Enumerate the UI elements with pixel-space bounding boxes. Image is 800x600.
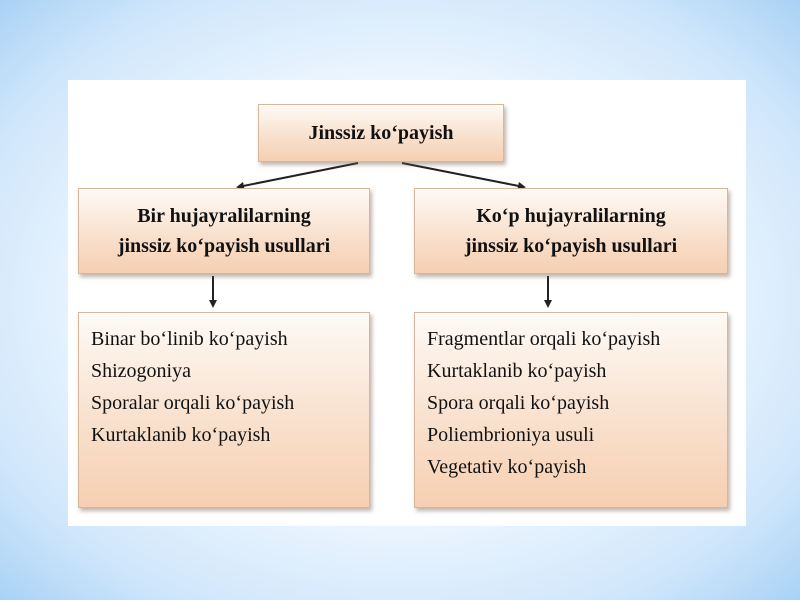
left-branch-title-line2: jinssiz ko‘payish usullari [117,235,331,257]
right-branch-title-line2: jinssiz ko‘payish usullari [464,235,678,257]
root-node-label: Jinssiz ko‘payish [308,122,454,144]
list-item: Kurtaklanib ko‘payish [91,424,271,446]
list-item: Sporalar orqali ko‘payish [91,392,295,414]
right-branch-list [414,312,728,508]
list-item: Kurtaklanib ko‘payish [427,360,607,382]
list-item: Spora orqali ko‘payish [427,392,610,414]
right-branch-header [414,188,728,274]
left-branch-title-line1: Bir hujayralilarning [137,205,311,227]
list-item: Binar bo‘linib ko‘payish [91,328,288,350]
root-node [258,104,504,162]
list-item: Poliembrioniya usuli [427,424,595,446]
left-branch-header [78,188,370,274]
list-item: Shizogoniya [91,360,191,382]
arrow-root-to-right [402,163,524,187]
arrow-root-to-left [238,163,358,187]
list-item: Fragmentlar orqali ko‘payish [427,328,661,350]
list-item: Vegetativ ko‘payish [427,456,587,478]
left-branch-list [78,312,370,508]
right-branch-title-line1: Ko‘p hujayralilarning [476,205,666,227]
